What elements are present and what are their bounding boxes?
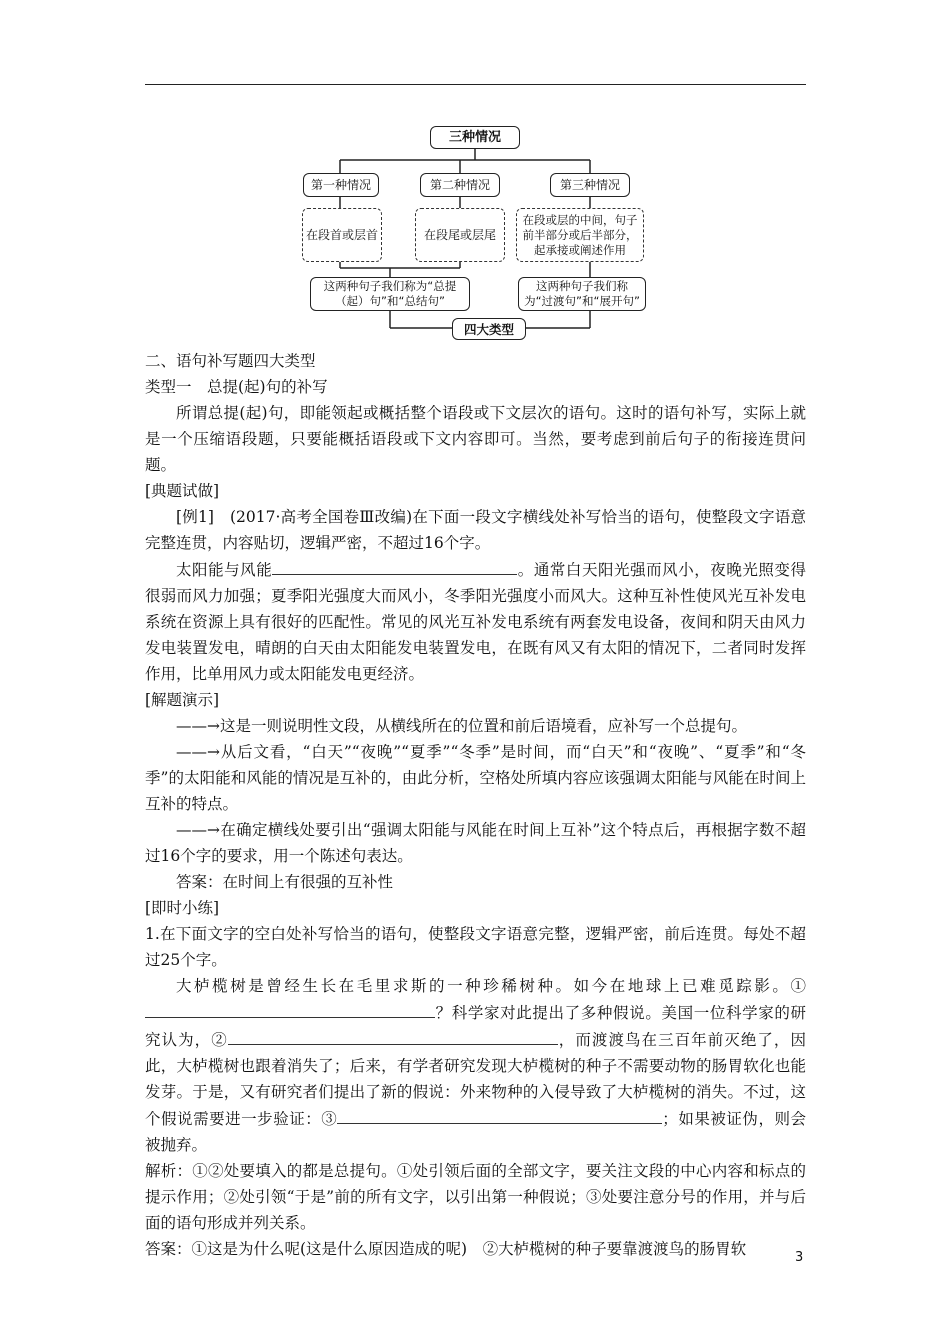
document-body	[145, 348, 806, 1262]
answer-2: 答案：①这是为什么呢(这是什么原因造成的呢) ②大栌榄树的种子要靠渡渡鸟的肠胃软	[145, 1240, 747, 1258]
answer-1: 答案：在时间上有很强的互补性	[176, 873, 394, 891]
example-heading: [例1] (2017·高考全国卷Ⅲ改编)在下面一段文字横线处补写恰当的语句，使整段文字语意完整连贯，内容贴切，逻辑严密，不超过16个字。	[145, 508, 806, 552]
passage-part-4: ；如果被证伪，则会被抛弃。	[145, 1110, 806, 1154]
diagram-position-3: 在段或层的中间，句子前半部分或后半部分，起承接或阐述作用	[516, 208, 644, 262]
analysis: 解析：①②处要填入的都是总提句。①处引领后面的全部文字，要关注文段的中心内容和标点的提示作用；②处引领“于是”前的所有文字，以引出第一种假说；③处要注意分号的作用，并与后面的语句形成并列关系。	[145, 1162, 806, 1232]
diagram-case-3: 第三种情况	[550, 173, 630, 197]
diagram-bottom-box: 四大类型	[452, 318, 526, 340]
page-number: 3	[795, 1250, 804, 1265]
flow-diagram	[300, 120, 650, 342]
passage-part-3: ，而渡渡鸟在三百年前灭绝了，因此，大栌榄树也跟着消失了；后来，有学者研究发现大栌榄树的种子不需要动物的肠胃软化也能发芽。于是，又有研究者们提出了新的假说：外来物种的入侵导致了大栌榄树的消失。不过，这个假说需要进一步验证：③	[145, 1031, 806, 1128]
solve-step-3	[145, 817, 806, 869]
diagram-position-2: 在段尾或层尾	[415, 208, 505, 262]
example-text-start: 太阳能与风能	[176, 561, 273, 579]
type1-title: 类型一 总提(起)句的补写	[145, 378, 328, 396]
tag-example: [典题试做]	[145, 482, 220, 500]
arrow-icon: ——→	[176, 821, 220, 839]
solve-step-3-text: 在确定横线处要引出“强调太阳能与风能在时间上互补”这个特点后，再根据字数不超过16个字的要求，用一个陈述句表达。	[145, 821, 806, 865]
blank-3	[337, 1105, 662, 1124]
arrow-icon: ——→	[176, 743, 220, 761]
diagram-position-1: 在段首或层首	[302, 208, 382, 262]
question-1: 1.在下面文字的空白处补写恰当的语句，使整段文字语意完整，逻辑严密，前后连贯。每处不超过25个字。	[145, 925, 806, 969]
diagram-names-right: 这两种句子我们称为“过渡句”和“展开句”	[518, 277, 646, 311]
question-1-passage	[145, 973, 806, 1158]
solve-step-1	[145, 713, 806, 739]
solve-step-2	[145, 739, 806, 817]
passage-part-1: 大栌榄树是曾经生长在毛里求斯的一种珍稀树种。如今在地球上已难觅踪影。①	[176, 977, 806, 995]
intro-paragraph: 所谓总提(起)句，即能领起或概括整个语段或下文层次的语句。这时的语句补写，实际上就是一个压缩语段题，只要能概括语段或下文内容即可。当然，要考虑到前后句子的衔接连贯问题。	[145, 404, 806, 474]
answer-blank	[272, 556, 517, 575]
example-text	[145, 556, 806, 687]
header-rule	[145, 84, 806, 85]
diagram-names-left: 这两种句子我们称为“总提（起）句”和“总结句”	[310, 277, 470, 311]
solve-step-2-text: 从后文看，“白天”“夜晚”“夏季”“冬季”是时间，而“白天”和“夜晚”、“夏季”和“冬季”的太阳能和风能的情况是互补的，由此分析，空格处所填内容应该强调太阳能与风能在时间上互补的特点。	[145, 743, 806, 813]
diagram-top-box: 三种情况	[430, 126, 520, 149]
arrow-icon: ——→	[176, 717, 220, 735]
diagram-case-2: 第二种情况	[420, 173, 500, 197]
section-title: 二、语句补写题四大类型	[145, 352, 316, 370]
passage-part-2: ？科学家对此提出了多种假说。美国一位科学家的研究认为，②	[145, 1004, 806, 1049]
example-text-rest: 。通常白天阳光强而风小，夜晚光照变得很弱而风力加强；夏季阳光强度大而风小，冬季阳光强度小而风大。这种互补性使风光互补发电系统在资源上具有很好的匹配性。常见的风光互补发电系统有两套发电设备，夜间和阴天由风力发电装置发电，晴朗的白天由太阳能发电装置发电，在既有风又有太阳的情况下，二者同时发挥作用，比单用风力或太阳能发电更经济。	[145, 561, 806, 683]
tag-solve: [解题演示]	[145, 691, 220, 709]
solve-step-1-text: 这是一则说明性文段，从横线所在的位置和前后语境看，应补写一个总提句。	[220, 717, 748, 735]
tag-practice: [即时小练]	[145, 899, 220, 917]
blank-2	[228, 1026, 558, 1045]
diagram-case-1: 第一种情况	[303, 173, 379, 197]
blank-1	[145, 999, 435, 1018]
